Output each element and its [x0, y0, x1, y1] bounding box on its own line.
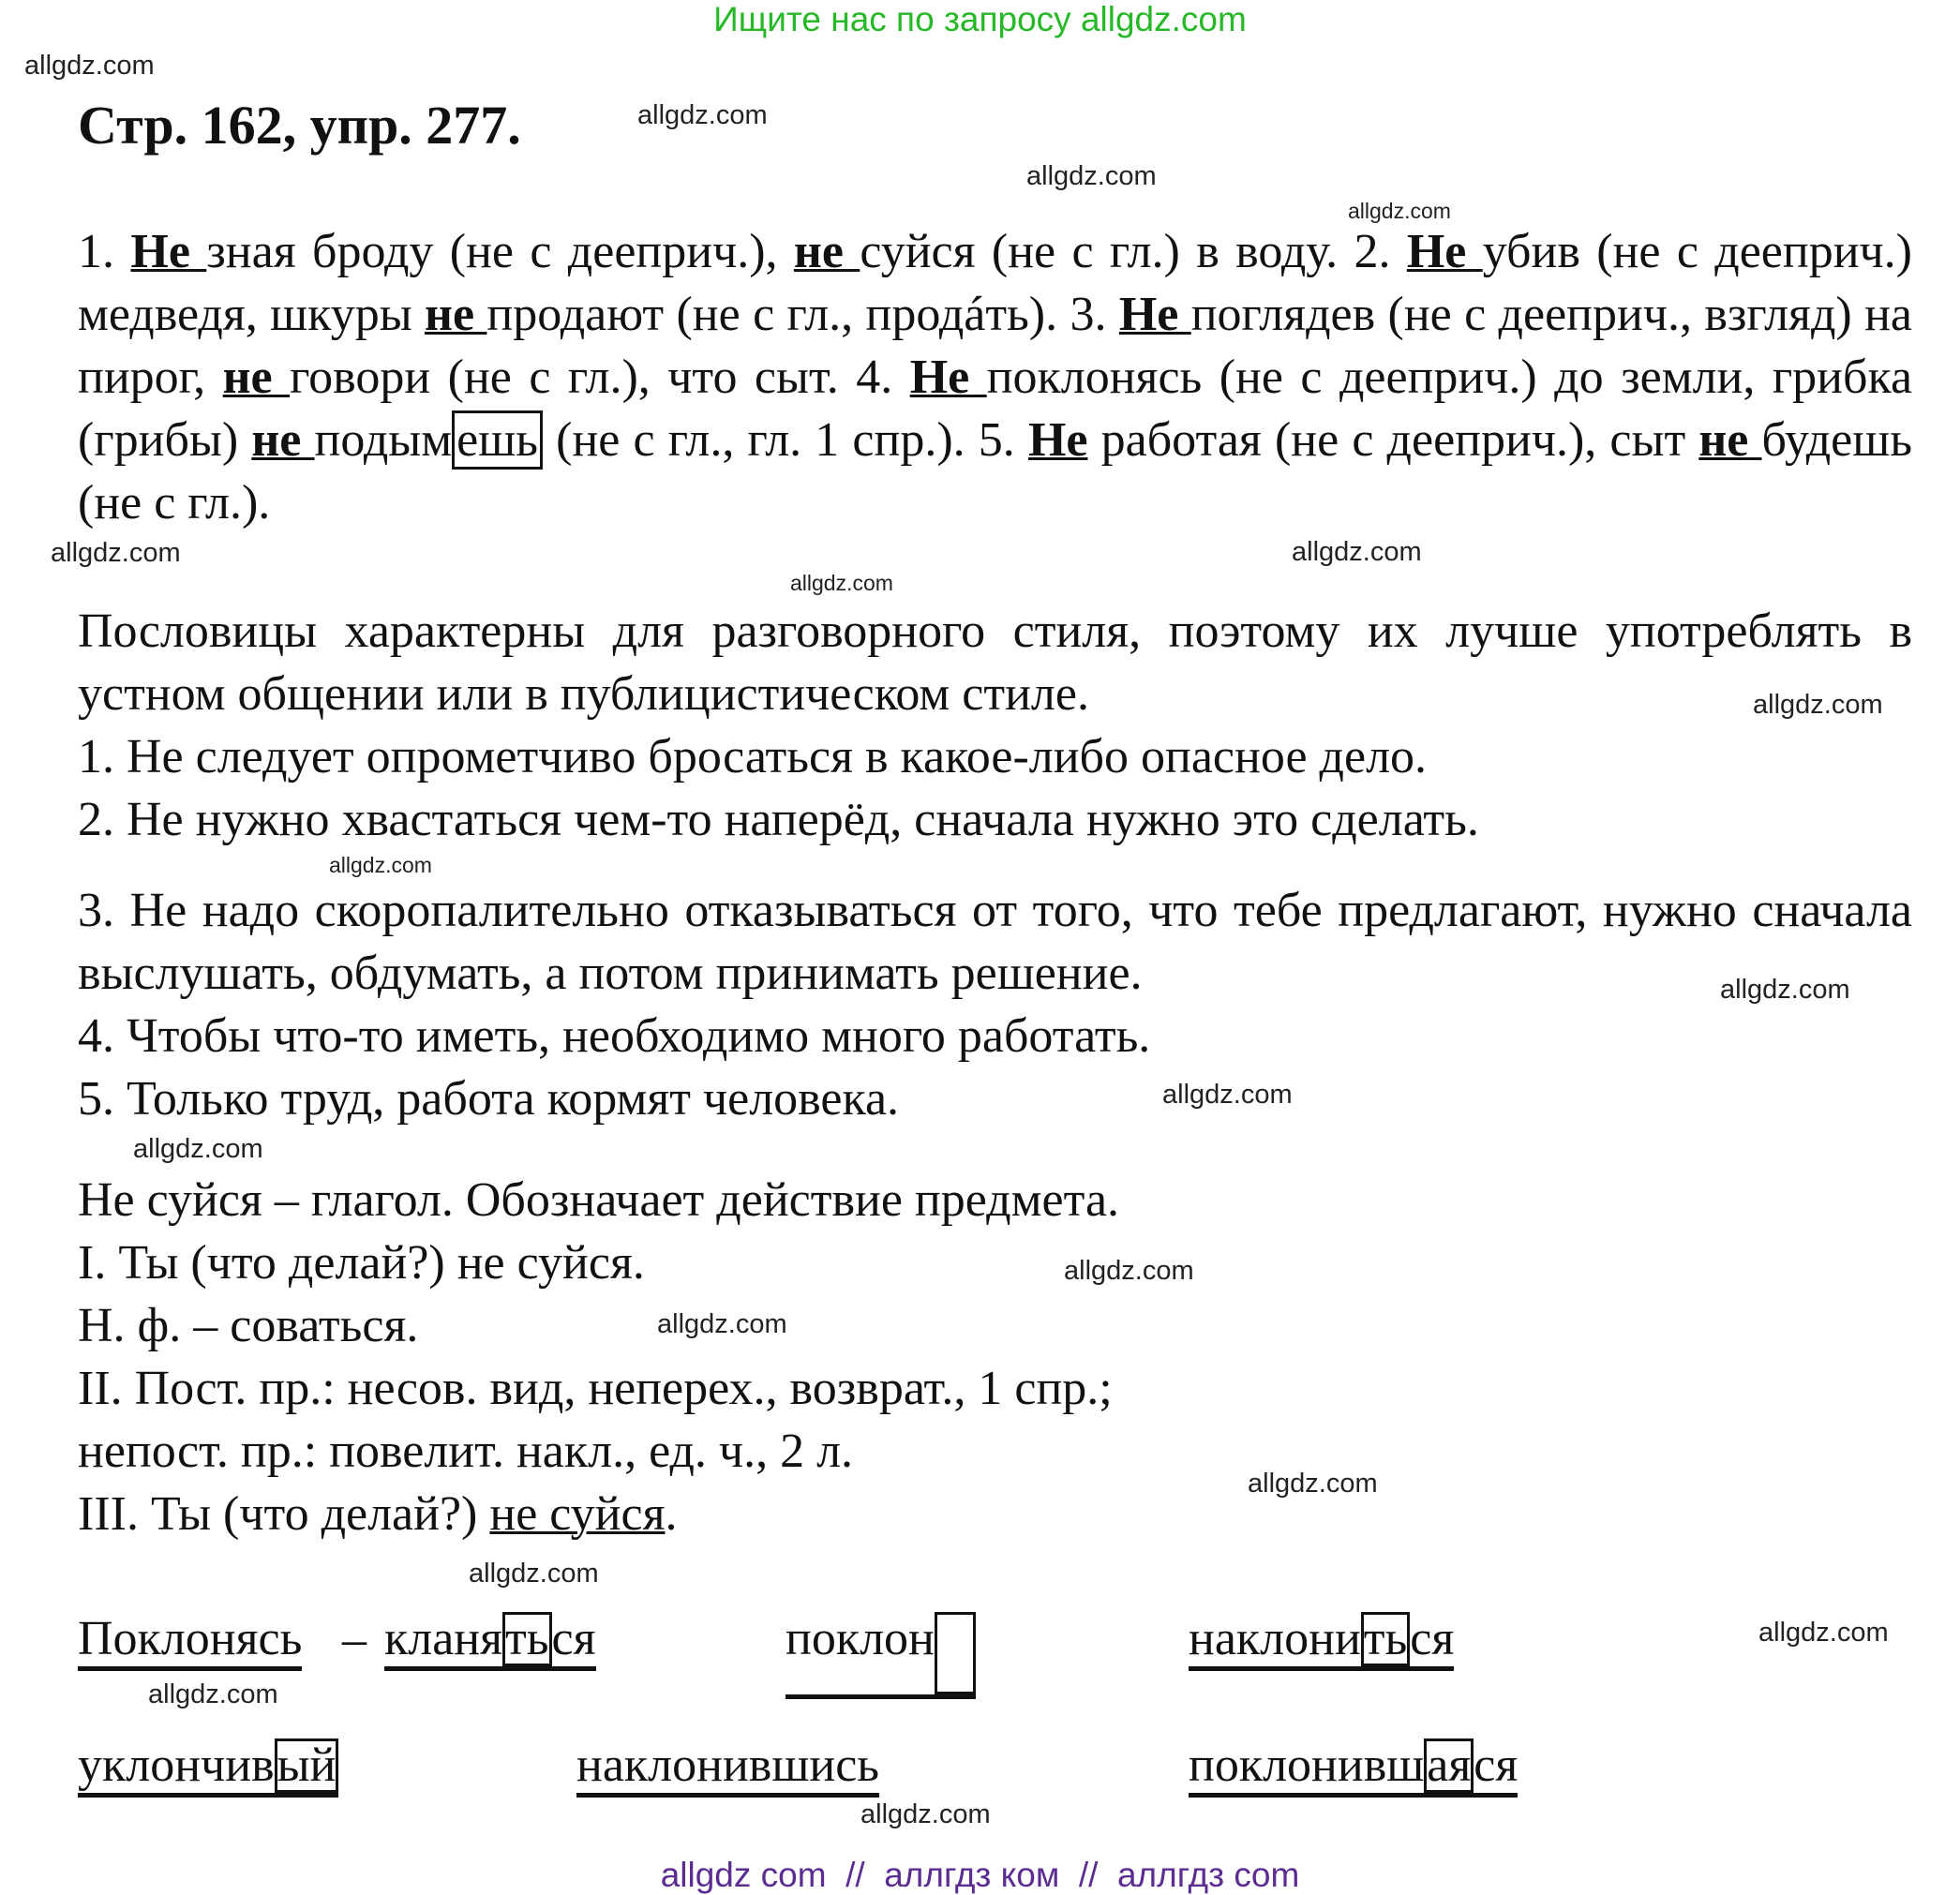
- zero-ending: [935, 1612, 976, 1694]
- watermark: allgdz.com: [1720, 975, 1850, 1005]
- text-segment: говори (не с гл.), что сыт. 4.: [290, 351, 910, 404]
- analysis-line: I. Ты (что делай?) не суйся.: [78, 1236, 645, 1290]
- watermark: allgdz.com: [1753, 690, 1883, 720]
- footer-watermark: allgdz com // аллгдз ком // аллгдз com: [660, 1856, 1300, 1894]
- watermark: allgdz.com: [24, 51, 155, 81]
- watermark: allgdz.com: [51, 538, 181, 568]
- negation-particle: не: [1698, 413, 1762, 467]
- parsed-word: [1189, 1738, 1518, 1798]
- negation-particle: не: [222, 351, 291, 404]
- text-segment: суйся (не с гл.) в воду. 2.: [860, 225, 1407, 278]
- search-banner: Ищите нас по запросу allgdz.com: [713, 0, 1247, 38]
- watermark: allgdz.com: [1292, 537, 1422, 567]
- text-segment: продают (не с гл., продáть). 3.: [486, 288, 1119, 341]
- word-ending: ть: [1361, 1612, 1410, 1666]
- parsed-word: [785, 1612, 976, 1699]
- watermark: allgdz.com: [790, 571, 893, 595]
- watermark: allgdz.com: [1064, 1256, 1194, 1286]
- watermark: allgdz.com: [1162, 1080, 1293, 1110]
- verb-ending: ешь: [452, 410, 543, 470]
- page-title: Стр. 162, упр. 277.: [78, 95, 521, 156]
- watermark: allgdz.com: [1026, 161, 1157, 191]
- parsed-word: Поклонясь: [78, 1612, 302, 1671]
- parsed-word: наклонившись: [576, 1738, 879, 1798]
- analysis-line: [78, 1483, 1119, 1545]
- watermark: allgdz.com: [1348, 199, 1451, 223]
- text-segment: 1.: [78, 225, 131, 278]
- proverb-meanings: [78, 725, 1912, 1130]
- negation-particle: Не: [1027, 413, 1088, 467]
- text-segment: подым: [314, 413, 453, 467]
- word-ending: ть: [502, 1612, 551, 1666]
- meaning-item: 3. Не надо скоропалительно отказываться от того, что тебе предлагают, нужно сначала выслушать, обдумать, а потом принимать решение.: [78, 884, 1912, 1000]
- negation-particle: Не: [1406, 225, 1483, 278]
- watermark: allgdz.com: [860, 1799, 991, 1829]
- analysis-text: .: [665, 1487, 678, 1541]
- watermark: allgdz.com: [637, 100, 768, 130]
- meaning-item: 5. Только труд, работа кормят человека.: [78, 1072, 900, 1126]
- analysis-line: Н. ф. – соваться.: [78, 1299, 419, 1352]
- negation-particle: Не: [909, 351, 987, 404]
- negation-particle: не: [424, 288, 487, 341]
- word-ending: ый: [275, 1738, 339, 1793]
- word-ending: ая: [1424, 1738, 1474, 1793]
- watermark: allgdz.com: [329, 853, 432, 877]
- text-segment: убив (не с дееприч.) медведя, шкуры: [78, 225, 1913, 341]
- text-segment: (не с гл., гл. 1 спр.). 5.: [543, 413, 1028, 467]
- analysis-line: II. Пост. пр.: несов. вид, неперех., возврат., 1 спр.;: [78, 1362, 1113, 1415]
- parsed-word: [1189, 1612, 1454, 1671]
- watermark: allgdz.com: [469, 1559, 599, 1589]
- text-segment: зная броду (не с дееприч.),: [206, 225, 794, 278]
- dash: –: [342, 1613, 367, 1666]
- word-stem: поклон: [785, 1612, 935, 1665]
- analysis-line: непост. пр.: повелит. накл., ед. ч., 2 л.: [78, 1425, 854, 1478]
- word-stem: уклончив: [78, 1738, 275, 1792]
- morphological-analysis: [78, 1169, 1119, 1545]
- word-stem: кланя: [384, 1612, 503, 1665]
- word-stem: наклони: [1189, 1612, 1361, 1665]
- parsed-word: [384, 1612, 596, 1671]
- negation-particle: Не: [130, 225, 207, 278]
- word-postfix: ся: [551, 1612, 596, 1665]
- style-paragraph: Пословицы характерны для разговорного стиля, поэтому их лучше употреблять в устном общении или в публицистическом стиле.: [78, 604, 1912, 721]
- negation-particle: не: [251, 413, 315, 467]
- text-segment: поклонясь (не с дееприч.) до земли, грибка (грибы): [78, 351, 1913, 467]
- parsed-word: [78, 1738, 338, 1798]
- meaning-item: 1. Не следует опрометчиво бросаться в какое-либо опасное дело.: [78, 730, 1428, 783]
- word-postfix: ся: [1474, 1738, 1519, 1792]
- watermark: allgdz.com: [1248, 1469, 1378, 1499]
- watermark: allgdz.com: [657, 1309, 787, 1339]
- predicate-underlined: не суйся: [489, 1487, 666, 1541]
- negation-particle: Не: [1118, 288, 1191, 341]
- text-segment: будешь (не с гл.).: [78, 413, 1912, 530]
- exercise-answer-paragraph: [78, 220, 1912, 534]
- analysis-line: Не суйся – глагол. Обозначает действие предмета.: [78, 1173, 1120, 1227]
- analysis-text: III. Ты (что делай?): [78, 1487, 490, 1541]
- negation-particle: не: [793, 225, 860, 278]
- meaning-item: 2. Не нужно хвастаться чем-то наперёд, сначала нужно это сделать.: [78, 793, 1479, 846]
- watermark: allgdz.com: [148, 1679, 278, 1709]
- word-stem: поклонивш: [1189, 1738, 1425, 1792]
- text-segment: поглядев (не с дееприч., взгляд) на пирог,: [78, 288, 1913, 404]
- watermark: allgdz.com: [133, 1134, 263, 1164]
- meaning-item: 4. Чтобы что-то иметь, необходимо много работать.: [78, 1009, 1151, 1063]
- word-postfix: ся: [1410, 1612, 1455, 1665]
- text-segment: работая (не с дееприч.), сыт: [1087, 413, 1699, 467]
- watermark: allgdz.com: [1758, 1618, 1889, 1648]
